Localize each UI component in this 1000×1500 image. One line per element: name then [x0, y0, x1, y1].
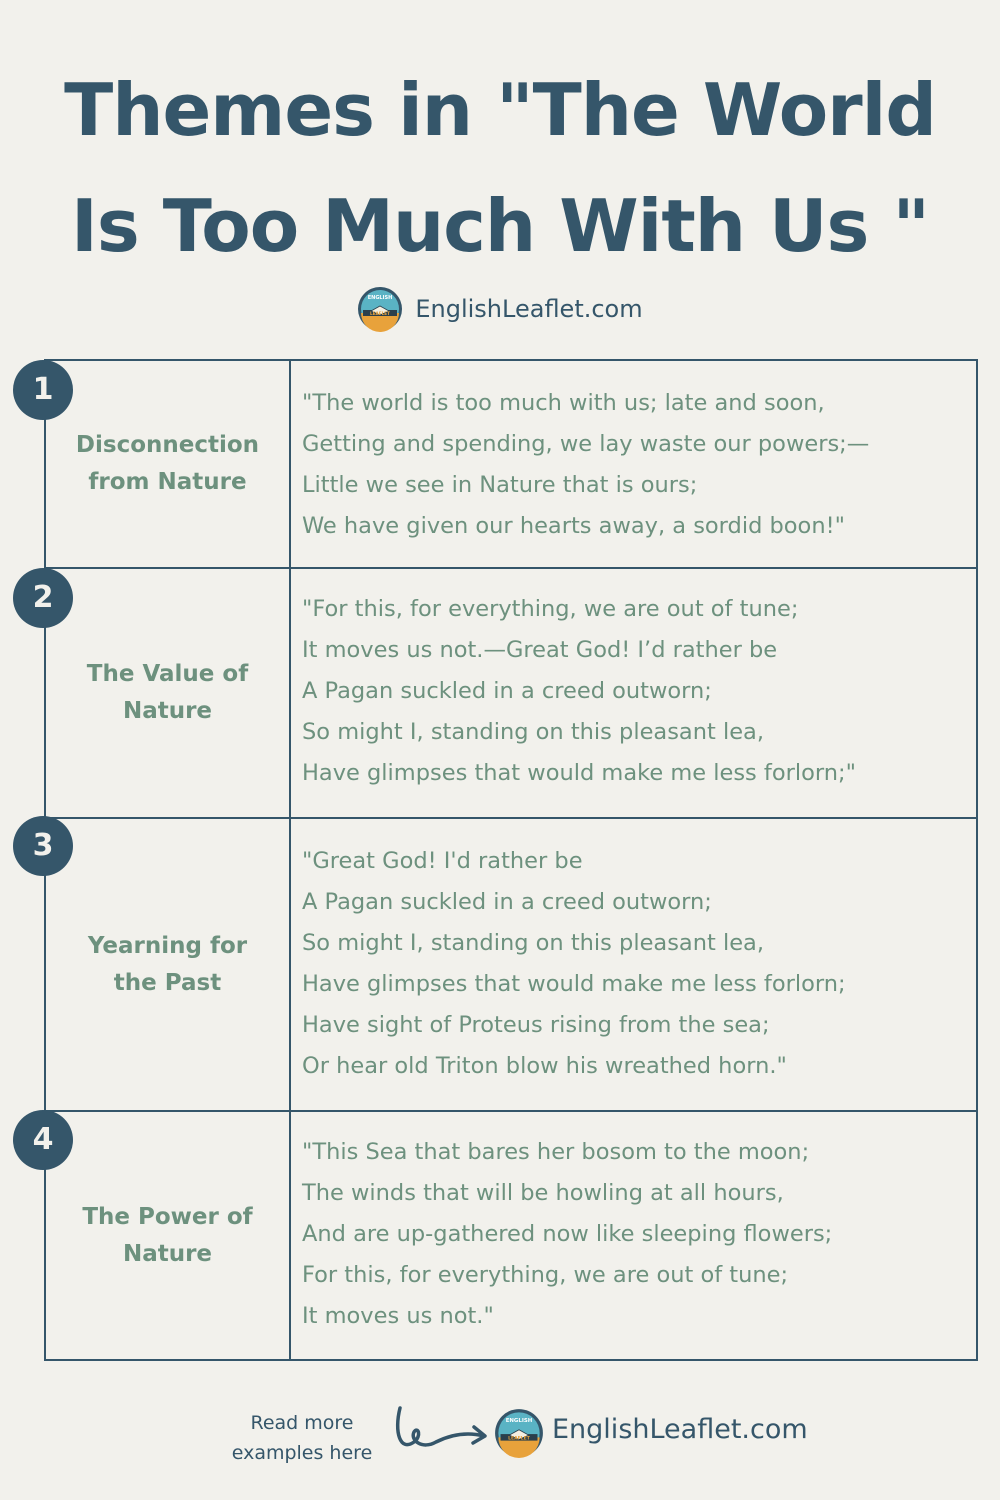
header-brand[interactable]: [0, 286, 1000, 332]
read-more-text: [222, 1408, 382, 1468]
theme-label: [58, 928, 278, 1002]
theme-cell: [46, 361, 291, 567]
quote-cell: [302, 841, 966, 1087]
read-more-line: examples here: [231, 1442, 373, 1464]
quote-line: A Pagan suckled in a creed outworn;: [302, 889, 712, 915]
quote-line: "The world is too much with us; late and soon,: [302, 390, 825, 416]
read-more-line: Read more: [250, 1412, 354, 1434]
theme-label-line: Yearning for: [87, 932, 248, 959]
quote-line: Have sight of Proteus rising from the sea;: [302, 1012, 770, 1038]
book-badge-icon: [357, 286, 403, 332]
quote-line: Have glimpses that would make me less forlorn;: [302, 971, 846, 997]
theme-number-badge: 2: [13, 568, 73, 628]
page-title: [0, 52, 1000, 284]
theme-label: [58, 656, 278, 730]
theme-row-1: [46, 361, 976, 567]
book-badge-icon[interactable]: [494, 1408, 544, 1458]
theme-row-3: [46, 817, 976, 1110]
logo-text-top: ENGLISH: [368, 295, 393, 301]
page-title-line-1: Themes in "The World: [64, 68, 936, 152]
theme-label-line: the Past: [113, 969, 222, 996]
quote-cell: [302, 1132, 966, 1337]
theme-label-line: The Value of: [86, 661, 249, 687]
quote-line: "Great God! I'd rather be: [302, 848, 583, 874]
themes-table: [44, 359, 978, 1361]
quote-line: Or hear old Triton blow his wreathed horn.": [302, 1053, 787, 1079]
page-title-line-2: Is Too Much With Us ": [71, 184, 929, 268]
quote-line: For this, for everything, we are out of tune;: [302, 1262, 789, 1288]
brand-site-name: EnglishLeaflet.com: [415, 295, 643, 323]
quote-line: So might I, standing on this pleasant lea,: [302, 930, 764, 956]
theme-cell: [46, 1112, 291, 1359]
quote-line: Have glimpses that would make me less forlorn;": [302, 760, 856, 786]
quote-line: Getting and spending, we lay waste our powers;—: [302, 431, 870, 457]
quote-line: So might I, standing on this pleasant lea,: [302, 719, 764, 745]
quote-line: "For this, for everything, we are out of tune;: [302, 596, 799, 622]
logo-text-bottom: LEAFLET: [370, 311, 391, 316]
theme-label-line: The Power of: [82, 1203, 253, 1230]
theme-number-badge: 4: [13, 1110, 73, 1170]
quote-line: It moves us not.": [302, 1303, 494, 1329]
quote-line: We have given our hearts away, a sordid boon!": [302, 513, 845, 539]
theme-number-badge: 3: [13, 816, 73, 876]
theme-label-line: Nature: [122, 698, 213, 724]
footer: [0, 1400, 1000, 1470]
theme-label: [58, 1199, 278, 1273]
theme-row-4: [46, 1110, 976, 1359]
theme-cell: [46, 819, 291, 1110]
theme-row-2: [46, 567, 976, 817]
quote-line: "This Sea that bares her bosom to the moon;: [302, 1139, 810, 1165]
theme-cell: [46, 569, 291, 817]
quote-line: A Pagan suckled in a creed outworn;: [302, 678, 712, 704]
theme-label-line: Disconnection: [75, 432, 260, 458]
theme-number-badge: 1: [13, 360, 73, 420]
quote-line: The winds that will be howling at all hours,: [302, 1180, 784, 1206]
theme-label-line: from Nature: [88, 469, 247, 495]
theme-label: [58, 427, 278, 501]
quote-cell: [302, 589, 966, 794]
quote-line: It moves us not.—Great God! I’d rather be: [302, 637, 778, 663]
theme-label-line: Nature: [122, 1240, 213, 1267]
quote-line: And are up-gathered now like sleeping flowers;: [302, 1221, 833, 1247]
footer-site-link[interactable]: EnglishLeaflet.com: [552, 1414, 808, 1445]
logo-text-bottom: LEAFLET: [508, 1436, 530, 1442]
quote-line: Little we see in Nature that is ours;: [302, 472, 698, 498]
curly-arrow-right-icon: [392, 1402, 492, 1462]
quote-cell: [302, 383, 966, 547]
logo-text-top: ENGLISH: [505, 1418, 533, 1425]
